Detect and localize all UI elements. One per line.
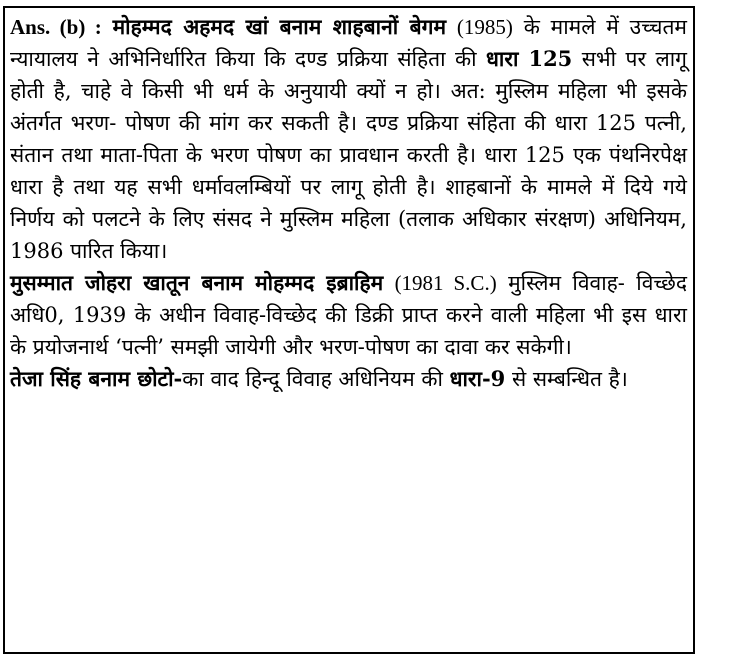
paragraph-text: का वाद हिन्दू विवाह अधिनियम की [182,367,443,391]
case-title-teja-singh: तेजा सिंह बनाम छोटो- [10,366,183,391]
section-reference: धारा-9 [449,366,506,391]
answer-box [3,6,695,654]
paragraph-text: से सम्बन्धित है। [511,367,628,391]
paragraph-text: मुस्लिम विवाह- विच्छेद अधि0, 1939 के अधीन विवाह-विच्छेद की डिक्री प्राप्त करने वाली महिला भी इस धारा के प्रयोजनार्थ ‘पत्नी’ समझी जायेगी और भरण-पोषण का दावा कर सकेगी। [10,271,687,359]
case-title-shah-bano: मोहम्मद अहमद खां बनाम शाहबानों बेगम [112,14,447,39]
paragraph-text: के मामले में उच्चतम न्यायालय ने अभिनिर्धारित किया कि दण्ड प्रक्रिया संहिता की [10,15,687,71]
section-reference: धारा 125 [486,46,573,71]
paragraph-zohara-khatoon [10,267,687,363]
case-year-shah-bano: (1985) [456,15,513,39]
paragraph-text: सभी पर लागू होती है, चाहे वे किसी भी धर्म के अनुयायी क्यों न हो। अत: मुस्लिम महिला भी इसके अंतर्गत भरण- पोषण की मांग कर सकती है। दण्ड प्रक्रिया संहिता की धारा 125 पत्नी, संतान तथा माता-पिता के भरण पोषण का प्रावधान करती है। धारा 125 एक पंथनिरपेक्ष धारा है तथा यह सभी धर्मावलम्बियों पर लागू होती है। शाहबानों के मामले में दिये गये निर्णय को पलटने के लिए संसद ने मुस्लिम महिला (तलाक अधिकार संरक्षण) अधिनियम, 1986 पारित किया। [10,47,687,263]
case-year-zohara-khatoon: (1981 S.C.) [394,271,497,295]
case-title-zohara-khatoon: मुसम्मात जोहरा खातून बनाम मोहम्मद इब्राहिम [10,270,384,295]
paragraph-teja-singh [10,363,687,395]
paragraph-shah-bano [10,11,687,267]
answer-label: Ans. (b) : [10,15,102,39]
